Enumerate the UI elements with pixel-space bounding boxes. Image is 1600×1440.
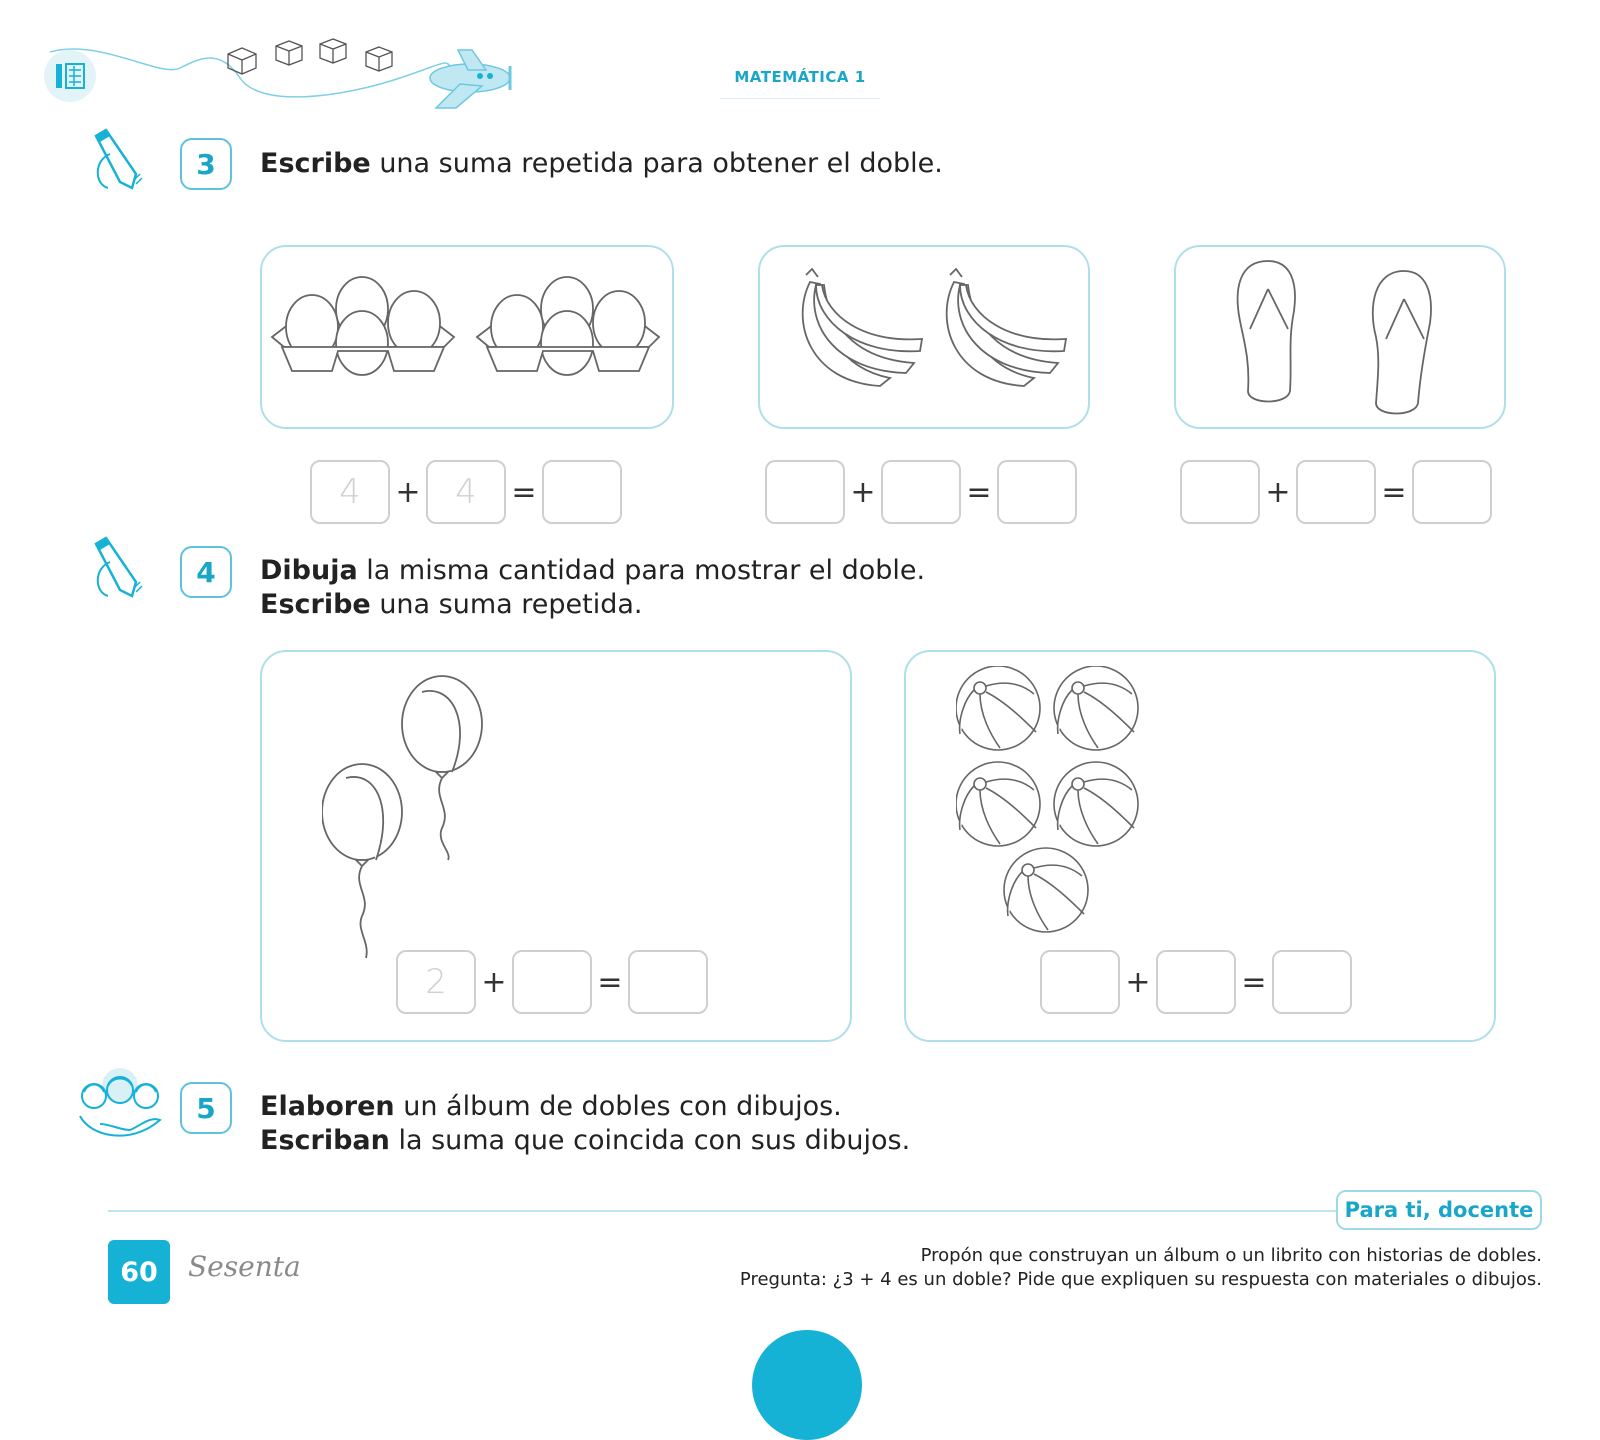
picture-frame-flip-flops xyxy=(1174,245,1506,429)
instruction-text: una suma repetida. xyxy=(370,589,643,620)
equation-row-eggs xyxy=(310,460,622,524)
teacher-note-tab: Para ti, docente xyxy=(1336,1190,1542,1230)
answer-box-addend-2[interactable] xyxy=(881,460,961,524)
answer-box-addend-1[interactable] xyxy=(1180,460,1260,524)
title-underline xyxy=(720,98,880,99)
flip-flops-icon xyxy=(1176,247,1504,427)
answer-box-result[interactable] xyxy=(542,460,622,524)
balloons-icon xyxy=(322,672,582,972)
bananas-icon xyxy=(760,247,1088,427)
equals-sign: = xyxy=(597,964,623,1000)
answer-box-result[interactable] xyxy=(1272,950,1352,1014)
drawing-frame-balloons[interactable] xyxy=(260,650,852,1042)
equation-row-beach-balls xyxy=(1040,950,1352,1014)
pencil-draw-icon xyxy=(88,536,148,606)
answer-box-addend-1[interactable] xyxy=(1040,950,1120,1014)
answer-box-result[interactable] xyxy=(628,950,708,1014)
instruction-verb: Escribe xyxy=(260,589,371,620)
exercise-4-number: 4 xyxy=(180,546,232,598)
equals-sign: = xyxy=(511,474,537,510)
teacher-note xyxy=(740,1244,1542,1292)
equals-sign: = xyxy=(1381,474,1407,510)
equals-sign: = xyxy=(966,474,992,510)
answer-box-addend-2[interactable] xyxy=(1296,460,1376,524)
instruction-verb: Escriban xyxy=(260,1125,390,1156)
header-decoration xyxy=(40,38,540,118)
answer-box-addend-2[interactable] xyxy=(1156,950,1236,1014)
instruction-verb: Escribe xyxy=(260,148,371,179)
teacher-note-line-2: Pregunta: ¿3 + 4 es un doble? Pide que expliquen su respuesta con materiales o dibujos. xyxy=(739,1269,1542,1290)
equals-sign: = xyxy=(1241,964,1267,1000)
plus-sign: + xyxy=(1125,964,1151,1000)
instruction-text: la misma cantidad para mostrar el doble. xyxy=(357,555,926,586)
answer-box-addend-2[interactable] xyxy=(512,950,592,1014)
exercise-5-number: 5 xyxy=(180,1082,232,1134)
page-number-word: Sesenta xyxy=(188,1250,301,1283)
plus-sign: + xyxy=(481,964,507,1000)
pencil-write-icon xyxy=(88,128,148,198)
answer-box-addend-1[interactable] xyxy=(765,460,845,524)
subject-title: MATEMÁTICA 1 xyxy=(734,68,866,86)
egg-cartons-icon xyxy=(262,247,672,427)
beach-balls-icon xyxy=(956,666,1156,946)
exercise-5-instruction xyxy=(260,1090,910,1158)
answer-box-addend-1[interactable]: 2 xyxy=(396,950,476,1014)
answer-box-addend-2[interactable]: 4 xyxy=(426,460,506,524)
equation-row-bananas xyxy=(765,460,1077,524)
plus-sign: + xyxy=(395,474,421,510)
plus-sign: + xyxy=(850,474,876,510)
answer-box-addend-1[interactable]: 4 xyxy=(310,460,390,524)
drawing-frame-beach-balls[interactable] xyxy=(904,650,1496,1042)
exercise-3-number: 3 xyxy=(180,138,232,190)
answer-box-result[interactable] xyxy=(997,460,1077,524)
teacher-note-line-1: Propón que construyan un álbum o un librito con historias de dobles. xyxy=(920,1245,1542,1266)
equation-row-flip-flops xyxy=(1180,460,1492,524)
instruction-text: una suma repetida para obtener el doble. xyxy=(370,148,943,179)
instruction-verb: Elaboren xyxy=(260,1091,395,1122)
equation-row-balloons xyxy=(396,950,708,1014)
exercise-4-instruction xyxy=(260,554,925,622)
footer-divider xyxy=(108,1210,1338,1212)
picture-frame-bananas xyxy=(758,245,1090,429)
page-number: 60 xyxy=(108,1240,170,1304)
instruction-text: la suma que coincida con sus dibujos. xyxy=(389,1125,911,1156)
picture-frame-eggs xyxy=(260,245,674,429)
bottom-decoration-circle xyxy=(752,1330,862,1440)
plus-sign: + xyxy=(1265,474,1291,510)
instruction-text: un álbum de dobles con dibujos. xyxy=(394,1091,842,1122)
answer-box-result[interactable] xyxy=(1412,460,1492,524)
exercise-3-instruction xyxy=(260,147,943,181)
instruction-verb: Dibuja xyxy=(260,555,358,586)
group-work-icon xyxy=(76,1066,166,1146)
